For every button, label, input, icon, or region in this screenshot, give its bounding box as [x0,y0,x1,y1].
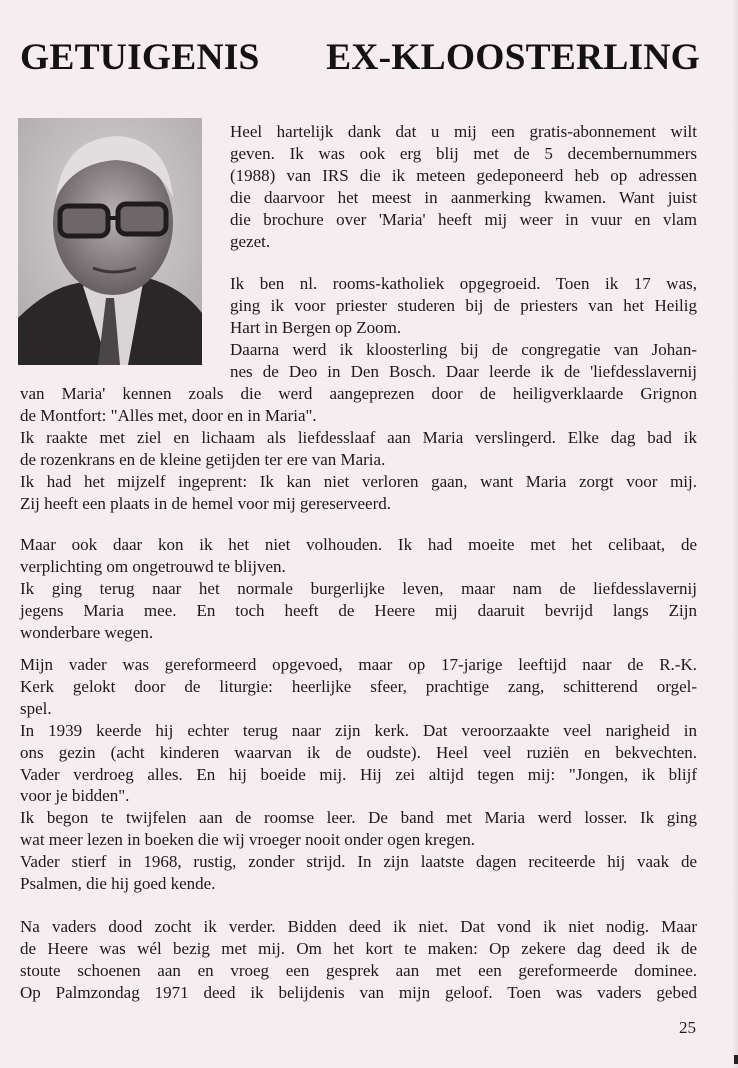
text-line: Op Palmzondag 1971 deed ik belijdenis van mijn geloof. Toen was vaders gebed [20,982,697,1002]
text-line: Psalmen, die hij goed kende. [20,874,216,894]
article-title: GETUIGENIS EX-KLOOSTERLING [20,37,700,78]
page-edge [732,0,738,1068]
text-line: ging ik voor priester studeren bij de priesters van het Heilig [230,295,697,315]
text-line: wat meer lezen in boeken die wij vroeger nooit onder ogen kregen. [20,830,476,850]
text-line: Ik raakte met ziel en lichaam als liefdesslaaf aan Maria verslingerd. Elke dag bad ik [20,427,697,447]
text-line: de rozenkrans en de kleine getijden ter ere van Maria. [20,449,386,469]
text-line: die daarvoor het meest in aanmerking kwamen. Want juist [230,187,697,207]
text-line: wonderbare wegen. [20,622,154,642]
paragraph-father [20,654,697,895]
text-line: die brochure over 'Maria' heeft mij weer in vuur en vlam [230,209,697,229]
paragraph-leaving [20,534,697,644]
text-line: Daarna werd ik kloosterling bij de congregatie van Johan- [230,339,697,359]
text-line: ons gezin (acht kinderen waarvan ik de oudste). Heel veel ruziën en bekvechten. [20,742,697,762]
text-line: verplichting om ongetrouwd te blijven. [20,556,286,576]
text-line: Ik begon te twijfelen aan de roomse leer. De band met Maria werd losser. Ik ging [20,808,697,828]
text-line: Heel hartelijk dank dat u mij een gratis-abonnement wilt [230,122,697,141]
paragraph-background-start [230,273,697,383]
text-line: Hart in Bergen op Zoom. [230,317,402,337]
text-line: (1988) van IRS die ik meteen gedeponeerd heb op adressen [230,165,697,185]
text-line: Zij heeft een plaats in de hemel voor mij gereserveerd. [20,493,392,513]
text-line: Ik ben nl. rooms-katholiek opgegroeid. Toen ik 17 was, [230,274,697,293]
text-line: de Heere was wél bezig met mij. Om het kort te maken: Op zekere dag deed ik de [20,938,697,958]
text-line: Vader stierf in 1968, rustig, zonder strijd. In zijn laatste dagen reciteerde hij vaak de [20,852,697,872]
text-line: Ik ging terug naar het normale burgerlijke leven, maar nam de liefdesslavernij [20,578,697,598]
text-line: gezet. [230,231,271,251]
page-number: 25 [679,1018,696,1037]
text-line: In 1939 keerde hij echter terug naar zijn kerk. Dat veroorzaakte veel narigheid in [20,720,697,740]
text-line: de Montfort: "Alles met, door en in Maria". [20,405,317,425]
text-line: Vader verdroeg alles. En hij boeide mij. Hij zei altijd tegen mij: "Jongen, ik blijf [20,764,697,784]
paragraph-intro [230,121,697,252]
text-line: Na vaders dood zocht ik verder. Bidden deed ik niet. Dat vond ik niet nodig. Maar [20,917,697,936]
text-line: Maar ook daar kon ik het niet volhouden. Ik had moeite met het celibaat, de [20,535,697,554]
paragraph-background-cont [20,383,697,514]
text-line: Mijn vader was gereformeerd opgevoed, maar op 17-jarige leeftijd naar de R.-K. [20,655,697,674]
text-line: Kerk gelokt door de liturgie: heerlijke sfeer, prachtige zang, schitterend orgel- [20,676,697,696]
text-line: nes de Deo in Den Bosch. Daar leerde ik de 'liefdesslavernij [230,361,697,381]
text-line: voor je bidden". [20,786,130,806]
text-line: geven. Ik was ook erg blij met de 5 decembernummers [230,143,697,163]
scan-mark [734,1055,738,1064]
portrait-photo [18,118,202,365]
text-line: jegens Maria mee. En toch heeft de Heere mij daaruit bevrijd langs Zijn [20,600,697,620]
text-line: spel. [20,698,52,718]
text-line: stoute schoenen aan en vroeg een gesprek aan met een gereformeerde dominee. [20,960,697,980]
text-line: Ik had het mijzelf ingeprent: Ik kan niet verloren gaan, want Maria zorgt voor mij. [20,471,697,491]
paragraph-conversion [20,916,697,1004]
text-line: van Maria' kennen zoals die werd aangeprezen door de heiligverklaarde Grignon [20,384,697,403]
